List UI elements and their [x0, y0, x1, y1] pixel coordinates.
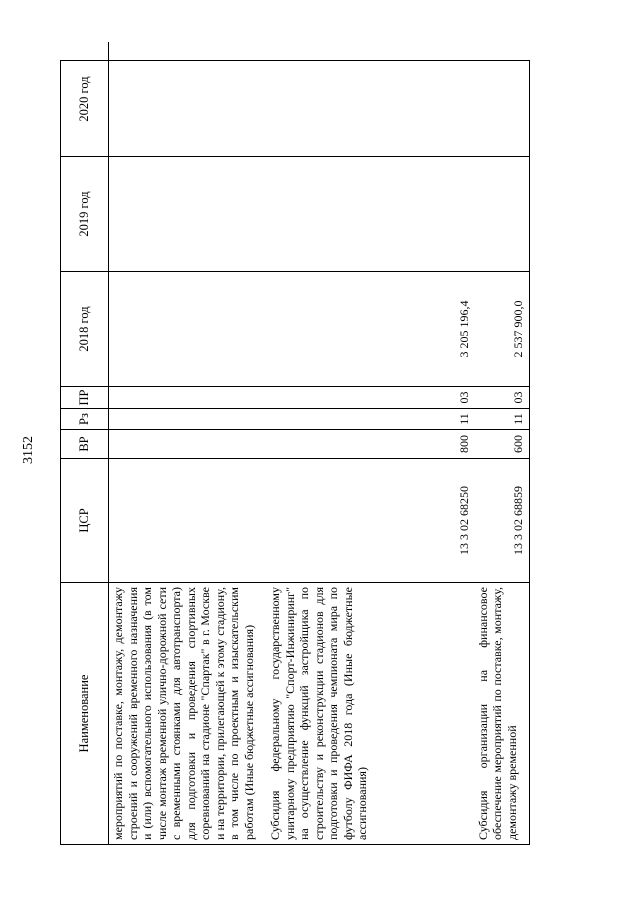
row-1-pr — [109, 387, 266, 409]
header-2020: 2020 год — [61, 42, 109, 157]
row-2-2018: 3 205 196,4 — [266, 272, 474, 387]
header-pr: ПР — [61, 387, 109, 409]
row-1-csr — [109, 459, 266, 583]
row-3-pr: 03 — [474, 387, 530, 409]
header-name: Наименование — [61, 583, 109, 844]
row-3-2019 — [474, 157, 530, 272]
page-number — [22, 430, 36, 470]
row-2-2020 — [266, 42, 474, 157]
row-2-vr: 800 — [266, 430, 474, 459]
header-csr: ЦСР — [61, 459, 109, 583]
row-3-2020 — [474, 42, 530, 157]
budget-table-rotated — [60, 60, 613, 845]
row-2-name: Субсидия федеральному государственному унитарному предприятию "Спорт-Инжиниринг" на осуществление функций застройщика по строительству и реконструкции стадионов для подготовки и проведения чемпионата мира по футболу ФИФА 2018 года (Иные бюджетные ассигнования) — [268, 587, 369, 840]
row-3-name: Субсидия организации на финансовое обеспечение мероприятий по поставке, монтажу, демонтажу временной — [475, 587, 519, 840]
budget-table — [60, 60, 530, 845]
row-2-rz: 11 — [266, 409, 474, 430]
row-1-2019 — [109, 157, 266, 272]
row-1-name: мероприятий по поставке, монтажу, демонтажу строений и сооружений временного назначения и (или) вспомогательного использования (в том числе монтаж временной улично-дорожной сети с временными стоянками для автотранспорта) для подготовки и проведения спортивных соревнований на стадионе "Спартак" в г. Москве и на территории, прилегающей к этому стадиону, в том числе по проектным и изыскательским работам (Иные бюджетные ассигнования) — [111, 587, 256, 840]
header-rz: Рз — [61, 409, 109, 430]
row-3-vr: 600 — [474, 430, 530, 459]
page-number-text: 3152 — [21, 436, 36, 464]
row-3-2018: 2 537 900,0 — [474, 272, 530, 387]
row-1-vr — [109, 430, 266, 459]
row-2-2019 — [266, 157, 474, 272]
row-1-2018 — [109, 272, 266, 387]
header-2019: 2019 год — [61, 157, 109, 272]
row-1-rz — [109, 409, 266, 430]
row-3-rz: 11 — [474, 409, 530, 430]
header-vr: ВР — [61, 430, 109, 459]
row-2-pr: 03 — [266, 387, 474, 409]
row-3-csr: 13 3 02 68859 — [474, 459, 530, 583]
row-2-csr: 13 3 02 68250 — [266, 459, 474, 583]
row-1-2020 — [109, 42, 266, 157]
header-2018: 2018 год — [61, 272, 109, 387]
